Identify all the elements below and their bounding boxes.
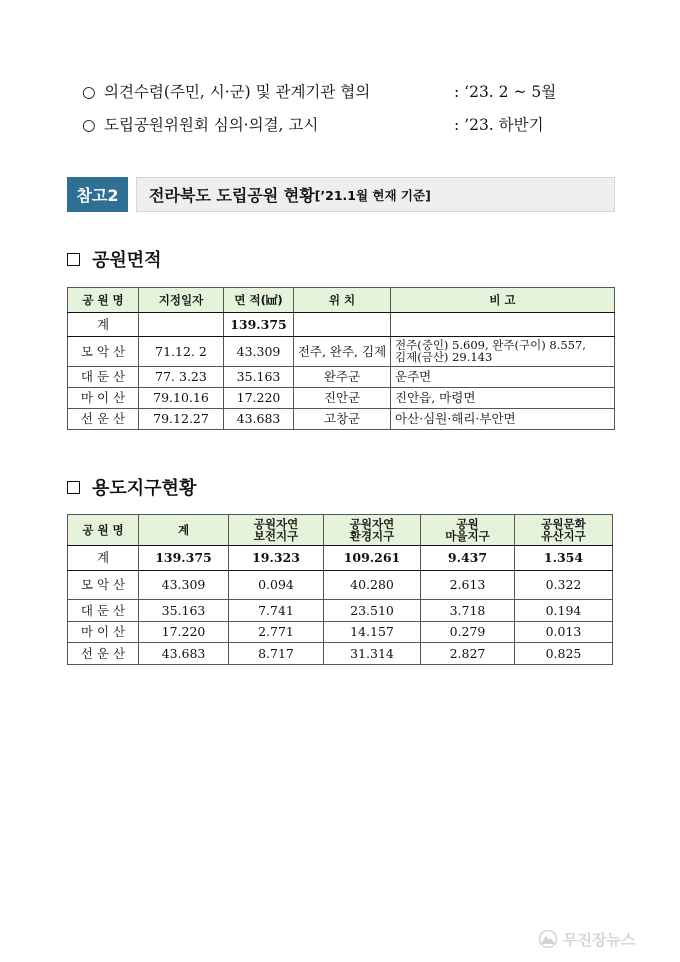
table-header-row	[68, 288, 615, 313]
table-cell: 완주군	[294, 367, 391, 388]
header-line: 공원자연	[349, 516, 395, 531]
table-cell: 1.354	[515, 546, 613, 571]
table-cell: 계	[68, 546, 139, 571]
news-watermark	[537, 926, 677, 952]
table-cell: 17.220	[224, 388, 294, 409]
header-line: 공원	[456, 516, 479, 531]
table-cell-note: 아산·심원·해리·부안면	[391, 409, 615, 430]
zone-table	[67, 514, 613, 665]
table-cell-note: 진안읍, 마령면	[391, 388, 615, 409]
table-cell: 3.718	[421, 600, 515, 622]
header-cell: 공 원 명	[68, 288, 139, 313]
circle-bullet-icon: ○	[82, 116, 96, 134]
header-line: 공원자연	[253, 516, 299, 531]
table-cell: 0.194	[515, 600, 613, 622]
mountain-logo-icon	[537, 930, 559, 948]
header-cell: 비 고	[391, 288, 615, 313]
reference-title-text: 전라북도 도립공원 현황	[149, 186, 315, 205]
table-cell: 31.314	[324, 643, 421, 665]
table-cell: 고창군	[294, 409, 391, 430]
table-cell: 23.510	[324, 600, 421, 622]
table-cell: 8.717	[229, 643, 324, 665]
header-line: 공원문화	[541, 516, 586, 531]
header-cell	[324, 515, 421, 546]
area-table	[67, 287, 615, 430]
header-cell: 지정일자	[139, 288, 224, 313]
table-cell: 43.683	[224, 409, 294, 430]
table-cell: 마 이 산	[68, 622, 139, 643]
table-cell: 진안군	[294, 388, 391, 409]
reference-subtitle: [’21.1월 현재 기준]	[314, 187, 431, 203]
table-cell: 40.280	[324, 571, 421, 600]
table-row	[68, 571, 613, 600]
table-row	[68, 643, 613, 665]
table-row	[68, 622, 613, 643]
table-cell: 모 악 산	[68, 571, 139, 600]
table-cell: 선 운 산	[68, 643, 139, 665]
header-cell	[515, 515, 613, 546]
checkbox-square-icon	[67, 253, 80, 266]
table-row	[68, 409, 615, 430]
header-cell	[421, 515, 515, 546]
table-cell: 79.12.27	[139, 409, 224, 430]
circle-bullet-icon: ○	[82, 83, 96, 101]
table-cell	[391, 313, 615, 337]
table-cell: 0.322	[515, 571, 613, 600]
reference-title	[136, 177, 615, 212]
schedule-date: : ’23. 하반기	[454, 116, 544, 134]
table-cell: 0.279	[421, 622, 515, 643]
table-cell: 19.323	[229, 546, 324, 571]
schedule-item: 도립공원위원회 심의·의결, 고시	[104, 116, 319, 134]
table-row	[68, 388, 615, 409]
table-cell: 0.013	[515, 622, 613, 643]
header-cell: 면 적(㎢)	[224, 288, 294, 313]
table-cell: 마 이 산	[68, 388, 139, 409]
schedule-date: : ‘23. 2 ~ 5월	[454, 83, 557, 101]
header-line: 환경지구	[349, 529, 395, 543]
table-row-total	[68, 313, 615, 337]
table-cell: 선 운 산	[68, 409, 139, 430]
table-cell: 계	[68, 313, 139, 337]
table-cell: 0.825	[515, 643, 613, 665]
table-cell: 0.094	[229, 571, 324, 600]
reference-tag: 참고2	[67, 177, 128, 212]
table-cell: 14.157	[324, 622, 421, 643]
table-cell: 139.375	[224, 313, 294, 337]
table-cell: 2.827	[421, 643, 515, 665]
table-row	[68, 367, 615, 388]
zone-heading-text: 용도지구현황	[92, 478, 197, 499]
area-section-heading	[67, 246, 162, 272]
schedule-line-2	[82, 113, 544, 135]
table-cell: 모 악 산	[68, 337, 139, 367]
table-cell-note: 운주면	[391, 367, 615, 388]
area-heading-text: 공원면적	[92, 250, 162, 271]
table-row	[68, 600, 613, 622]
checkbox-square-icon	[67, 481, 80, 494]
table-cell: 139.375	[139, 546, 229, 571]
schedule-line-1	[82, 80, 557, 102]
header-cell: 계	[139, 515, 229, 546]
table-cell: 35.163	[224, 367, 294, 388]
table-cell: 109.261	[324, 546, 421, 571]
watermark-text: 무진장뉴스	[563, 930, 636, 949]
table-row-total	[68, 546, 613, 571]
header-cell: 위 치	[294, 288, 391, 313]
table-cell: 7.741	[229, 600, 324, 622]
table-cell: 35.163	[139, 600, 229, 622]
table-cell	[139, 313, 224, 337]
table-cell: 2.771	[229, 622, 324, 643]
header-cell: 공 원 명	[68, 515, 139, 546]
table-cell: 71.12. 2	[139, 337, 224, 367]
schedule-item: 의견수렴(주민, 시·군) 및 관계기관 협의	[104, 83, 371, 101]
table-cell: 77. 3.23	[139, 367, 224, 388]
zone-section-heading	[67, 474, 196, 500]
table-cell: 17.220	[139, 622, 229, 643]
header-line: 유산지구	[541, 529, 586, 543]
reference-header	[67, 177, 615, 212]
table-cell-note	[391, 337, 615, 367]
note-line: 김제(금산) 29.143	[395, 349, 493, 364]
table-cell	[294, 313, 391, 337]
table-cell: 43.309	[224, 337, 294, 367]
header-line: 보전지구	[253, 529, 299, 543]
note-line: 전주(중인) 5.609, 완주(구이) 8.557,	[395, 338, 586, 352]
table-cell: 9.437	[421, 546, 515, 571]
table-cell: 43.683	[139, 643, 229, 665]
table-row	[68, 337, 615, 367]
table-cell: 전주, 완주, 김제	[294, 337, 391, 367]
header-cell	[229, 515, 324, 546]
table-cell: 2.613	[421, 571, 515, 600]
table-header-row	[68, 515, 613, 546]
table-cell: 대 둔 산	[68, 600, 139, 622]
header-line: 마을지구	[445, 529, 490, 543]
table-cell: 대 둔 산	[68, 367, 139, 388]
table-cell: 79.10.16	[139, 388, 224, 409]
table-cell: 43.309	[139, 571, 229, 600]
